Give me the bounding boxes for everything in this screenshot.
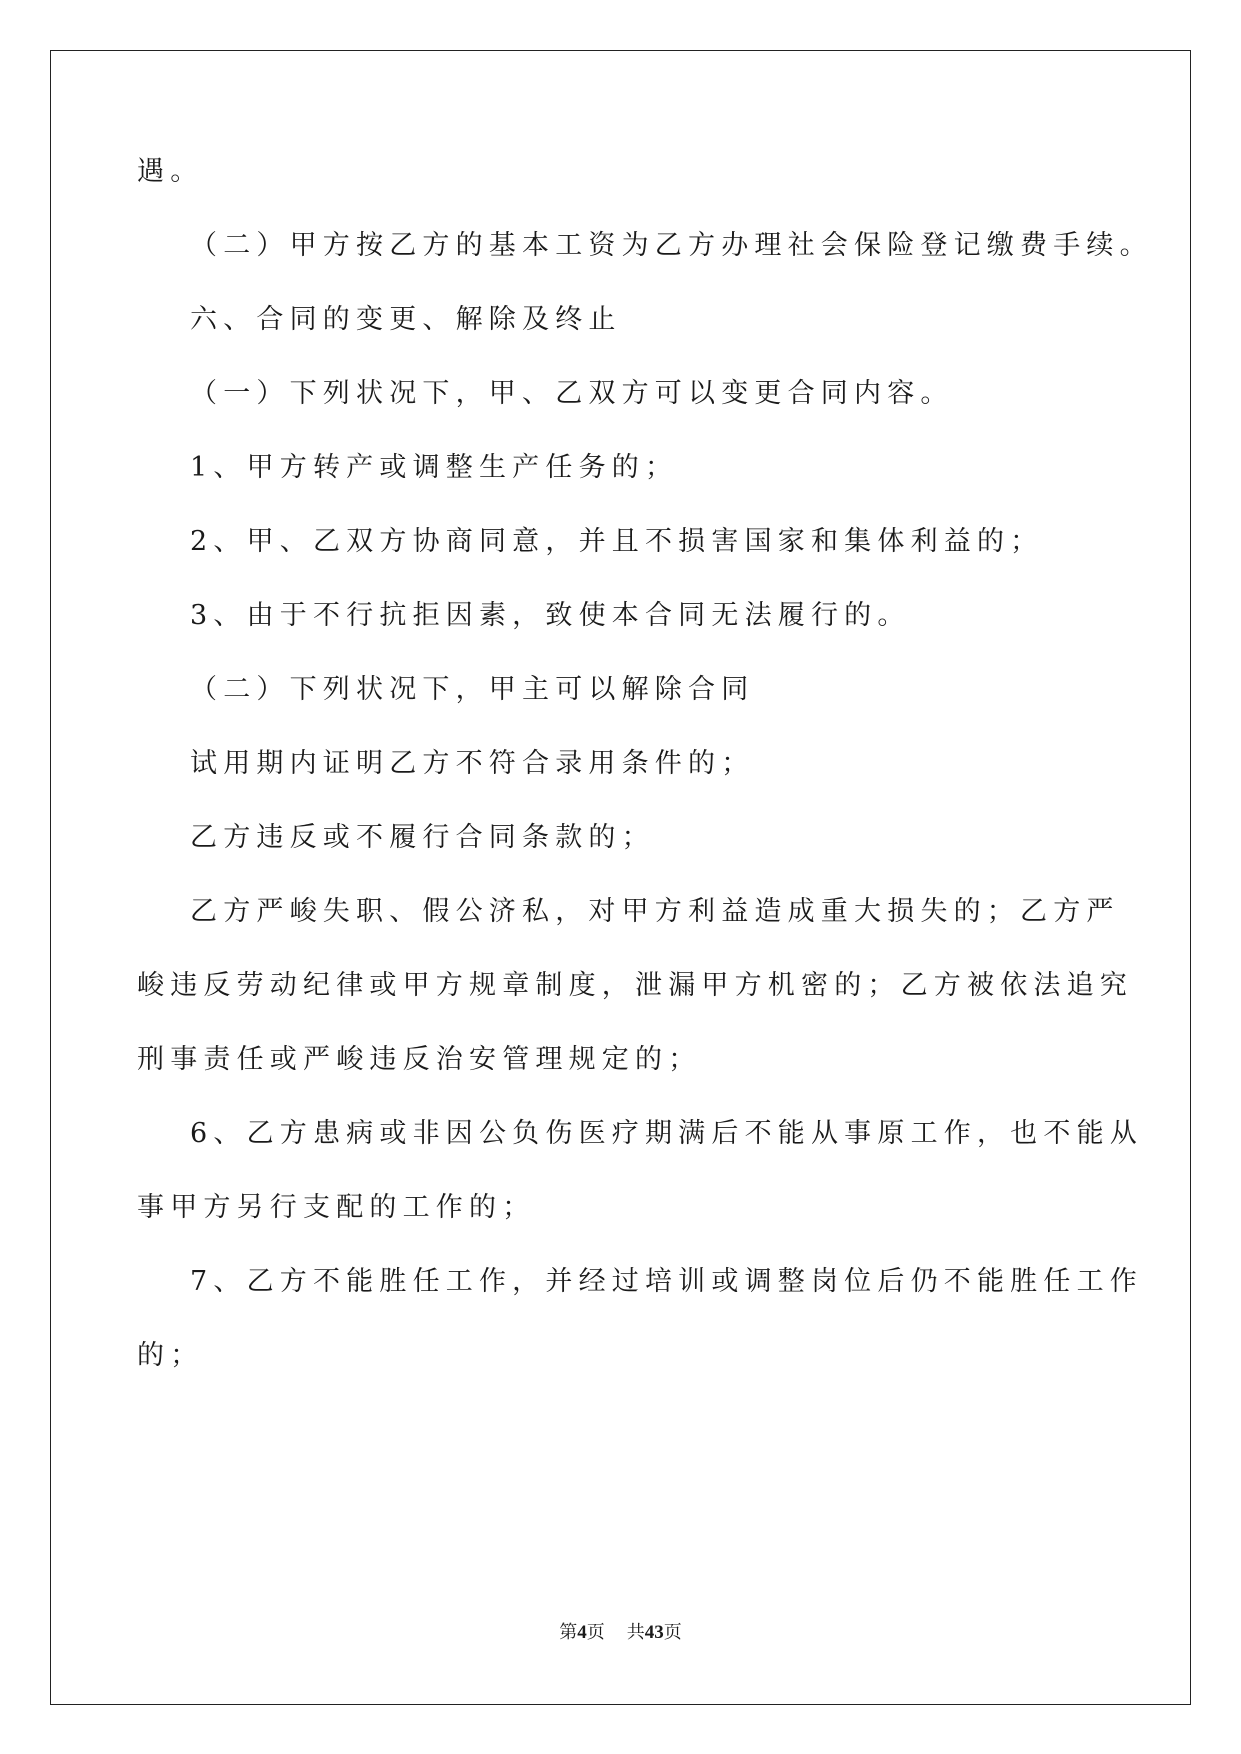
- page-number: 4: [577, 1622, 587, 1643]
- text-line-6: 2、甲、乙双方协商同意，并且不损害国家和集体利益的；: [190, 526, 1044, 557]
- text-line-11: 乙方严峻失职、假公济私，对甲方利益造成重大损失的；乙方严: [190, 896, 1120, 927]
- text-line-16: 7、乙方不能胜任工作，并经过培训或调整岗位后仍不能胜任工作: [190, 1266, 1143, 1297]
- text-line-1: 遇。: [137, 156, 204, 187]
- text-line-4: （一）下列状况下，甲、乙双方可以变更合同内容。: [190, 378, 954, 409]
- page-border: [50, 50, 1191, 1705]
- section-heading: 六、合同的变更、解除及终止: [190, 304, 622, 335]
- footer-page-suffix: 页: [586, 1622, 605, 1643]
- text-line-15: 事甲方另行支配的工作的；: [137, 1192, 536, 1223]
- text-line-17: 的；: [137, 1340, 204, 1371]
- page-footer: [0, 1618, 1241, 1644]
- text-line-10: 乙方违反或不履行合同条款的；: [190, 822, 655, 853]
- text-line-9: 试用期内证明乙方不符合录用条件的；: [190, 748, 755, 779]
- text-line-8: （二）下列状况下，甲主可以解除合同: [190, 674, 755, 705]
- text-line-7: 3、由于不行抗拒因素，致使本合同无法履行的。: [190, 600, 911, 631]
- text-line-5: 1、甲方转产或调整生产任务的；: [190, 452, 679, 483]
- text-line-12: 峻违反劳动纪律或甲方规章制度，泄漏甲方机密的；乙方被依法追究: [137, 970, 1133, 1001]
- footer-total-suffix: 页: [663, 1622, 682, 1643]
- text-line-13: 刑事责任或严峻违反治安管理规定的；: [137, 1044, 702, 1075]
- footer-total-prefix: 共: [626, 1622, 645, 1643]
- text-line-14: 6、乙方患病或非因公负伤医疗期满后不能从事原工作，也不能从: [190, 1118, 1143, 1149]
- footer-prefix: 第: [559, 1622, 578, 1643]
- text-line-2: （二）甲方按乙方的基本工资为乙方办理社会保险登记缴费手续。: [190, 230, 1153, 261]
- total-pages: 43: [644, 1622, 664, 1643]
